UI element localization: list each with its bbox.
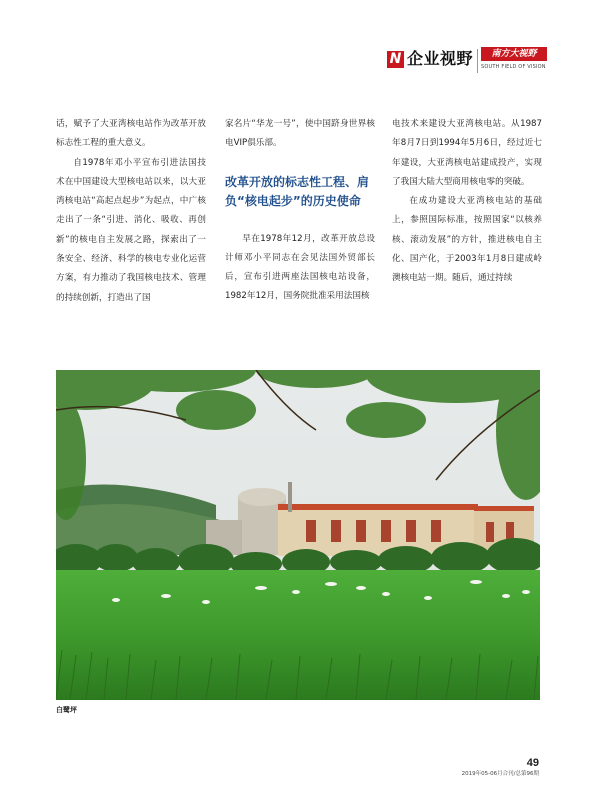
text-column-2	[225, 115, 375, 307]
brand-block	[481, 47, 547, 75]
power-plant-photo	[56, 370, 540, 700]
paragraph: 电技术来建设大亚湾核电站。从1987年8月7日到1994年5月6日，经过近七年建设，大亚湾核电站建成投产，实现了我国大陆大型商用核电零的突破。	[392, 119, 542, 187]
brand-name-en: SOUTH FIELD OF VISION	[481, 64, 546, 70]
magazine-logo-icon: N	[387, 51, 404, 68]
section-heading: 改革开放的标志性工程、肩负“核电起步”的历史使命	[225, 174, 370, 208]
text-column-1	[56, 115, 206, 308]
photo-caption: 白鹭坪	[56, 706, 77, 714]
text-column-3	[392, 115, 542, 289]
section-title: 企业视野	[407, 49, 474, 68]
brand-name-cn: 南方大视野	[481, 47, 547, 61]
page-number: 49	[526, 757, 539, 769]
page-header	[387, 41, 547, 75]
paragraph: 早在1978年12月，改革开放总设计师邓小平同志在会见法国外贸部长后，宣布引进两座法国核电站设备，1982年12月，国务院批准采用法国核	[225, 233, 375, 302]
paragraph: 家名片“华龙一号”，使中国跻身世界核电VIP俱乐部。	[225, 119, 375, 149]
paragraph: 在成功建设大亚湾核电站的基础上，参照国际标准，按照国家“以核养核、滚动发展”的方针，推进核电自主化、国产化，于2003年1月8日建成岭澳核电站一期。随后，通过持续	[392, 196, 542, 284]
paragraph: 话，赋予了大亚湾核电站作为改革开放标志性工程的重大意义。	[56, 119, 206, 149]
header-divider	[477, 49, 478, 73]
paragraph: 自1978年邓小平宣布引进法国技术在中国建设大型核电站以来，以大亚湾核电站“高起点起步”为起点，中广核走出了一条“引进、消化、吸收、再创新”的核电自主发展之路，探索出了一条安全、经济、科学的核电专业化运营方案，有力推动了我国核电技术、管理的持续创新，打造出了国	[56, 157, 206, 303]
issue-info: 2019年05-06月合刊/总第96期	[461, 771, 539, 777]
